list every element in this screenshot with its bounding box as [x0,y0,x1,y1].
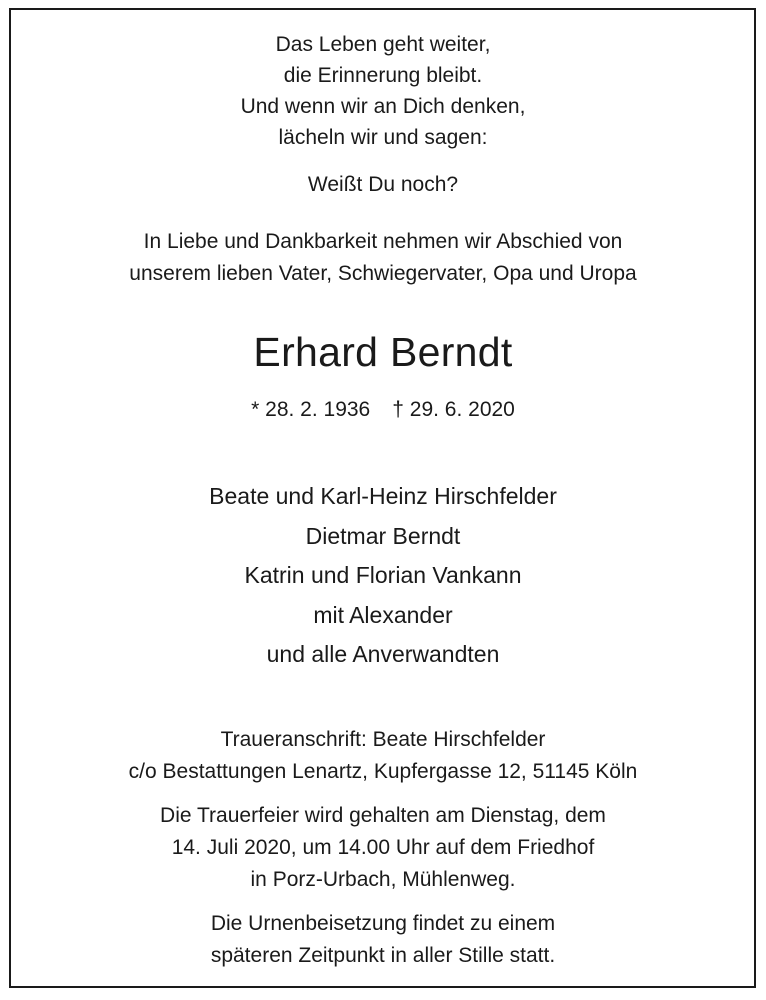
address-line: Traueranschrift: Beate Hirschfelder [220,728,546,751]
family-member: Dietmar Berndt [305,523,461,549]
birth-date: * 28. 2. 1936 [251,398,371,421]
burial-line: Die Urnenbeisetzung findet zu einem [210,912,556,935]
deceased-name: Erhard Berndt [253,329,513,375]
family-member: und alle Anverwandten [266,641,500,667]
family-member: Beate und Karl-Heinz Hirschfelder [209,483,557,509]
intro-line: In Liebe und Dankbarkeit nehmen wir Abschied von [143,230,623,253]
family-member: Katrin und Florian Vankann [244,562,522,588]
life-dates [0,397,766,423]
service-line: Die Trauerfeier wird gehalten am Dienstag, dem [160,804,606,827]
poem-line: die Erinnerung bleibt. [283,64,483,87]
poem-question: Weißt Du noch? [307,173,459,196]
burial-line: späteren Zeitpunkt in aller Stille statt. [210,944,556,967]
intro-line: unserem lieben Vater, Schwiegervater, Opa und Uropa [129,262,637,285]
family-member: mit Alexander [313,602,453,628]
poem-line: lächeln wir und sagen: [278,126,488,149]
death-date: † 29. 6. 2020 [392,398,515,421]
service-line: 14. Juli 2020, um 14.00 Uhr auf dem Friedhof [171,836,595,859]
address-line: c/o Bestattungen Lenartz, Kupfergasse 12, 51145 Köln [128,760,638,783]
poem-line: Das Leben geht weiter, [275,33,491,56]
service-line: in Porz-Urbach, Mühlenweg. [250,868,516,891]
poem-line: Und wenn wir an Dich denken, [240,95,526,118]
